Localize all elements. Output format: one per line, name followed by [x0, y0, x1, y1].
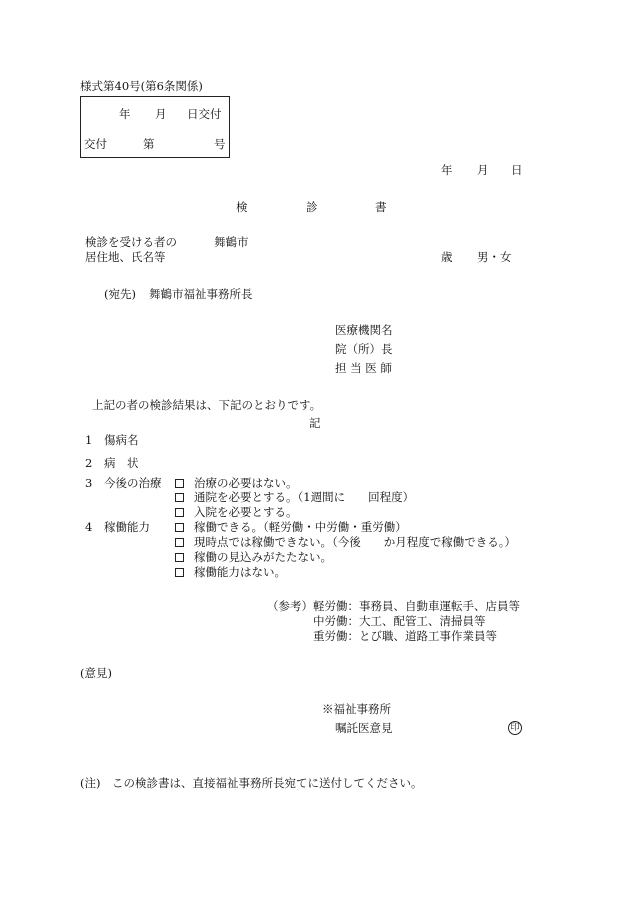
note: (注) この検診書は、直接福祉事務所長宛てに送付してください。: [80, 776, 423, 790]
office-line-1: ※福祉事務所: [322, 702, 391, 716]
item-2-label: 病 状: [104, 456, 139, 470]
title-char-1: 検: [236, 200, 248, 214]
institution-director-label: 院（所）長: [335, 342, 393, 356]
item-4-label: 稼働能力: [104, 520, 150, 534]
date-year: 年: [441, 163, 453, 177]
reference-heavy: 重労働：とび職、道路工事作業員等: [313, 629, 497, 643]
title-char-3: 書: [375, 200, 387, 214]
addressee-label: (宛先): [104, 287, 136, 301]
option-label: 稼働の見込みがたたない。: [194, 550, 332, 564]
item-3-label: 今後の治療: [104, 476, 162, 490]
subject-sex: 男・女: [477, 250, 512, 264]
item-2-number: 2: [85, 456, 93, 470]
date-month: 月: [477, 163, 489, 177]
checkbox[interactable]: [175, 508, 184, 517]
checkbox[interactable]: [175, 523, 184, 532]
option-label: 稼働能力はない。: [194, 565, 286, 579]
treatment-option-3[interactable]: [175, 507, 298, 519]
subject-age: 歳: [441, 250, 453, 264]
receipt-dai: 第: [143, 137, 155, 151]
receipt-day-issued: 日交付: [187, 107, 222, 121]
option-label: 治療の必要はない。: [194, 476, 298, 490]
checkbox[interactable]: [175, 553, 184, 562]
subject-label-2: 居住地、氏名等: [85, 250, 166, 264]
seal-mark: 印: [508, 721, 522, 735]
work-option-1[interactable]: [175, 522, 407, 534]
item-1-label: 傷病名: [104, 433, 139, 447]
addressee-name: 舞鶴市福祉事務所長: [149, 287, 253, 301]
checkbox[interactable]: [175, 479, 184, 488]
work-option-3[interactable]: [175, 552, 332, 564]
institution-doctor-label: 担 当 医 師: [335, 361, 392, 375]
checkbox[interactable]: [175, 493, 184, 502]
date-day: 日: [511, 163, 523, 177]
receipt-box: [80, 96, 230, 158]
item-4-number: 4: [85, 520, 93, 534]
option-label: 入院を必要とする。: [194, 505, 298, 519]
item-1-number: 1: [85, 433, 93, 447]
item-3-number: 3: [85, 476, 93, 490]
title-char-2: 診: [306, 200, 318, 214]
checkbox[interactable]: [175, 568, 184, 577]
receipt-issued: 交付: [84, 137, 107, 151]
option-label: 現時点では稼働できない。（今後 か月程度で稼働できる。）: [194, 535, 516, 549]
checkbox[interactable]: [175, 538, 184, 547]
reference-medium: 中労働：大工、配管工、清掃員等: [313, 614, 486, 628]
treatment-option-2[interactable]: [175, 492, 414, 504]
receipt-go: 号: [214, 137, 226, 151]
receipt-year: 年: [119, 107, 131, 121]
work-option-4[interactable]: [175, 567, 286, 579]
office-line-2: 嘱託医意見: [335, 721, 393, 735]
ki-heading: 記: [309, 416, 321, 430]
treatment-option-1[interactable]: [175, 478, 298, 490]
option-label: 稼働できる。（軽労働・中労働・重労働）: [194, 520, 407, 534]
institution-name-label: 医療機関名: [335, 323, 393, 337]
option-label: 通院を必要とする。（1週間に 回程度）: [194, 490, 415, 504]
subject-city: 舞鶴市: [214, 235, 249, 249]
form-number: 様式第40号(第6条関係): [80, 79, 203, 93]
receipt-month: 月: [155, 107, 167, 121]
opinion-label: (意見): [80, 666, 112, 680]
statement: 上記の者の検診結果は、下記のとおりです。: [92, 398, 322, 412]
reference-label: （参考）: [267, 599, 313, 613]
reference-light: 軽労働：事務員、自動車運転手、店員等: [313, 599, 520, 613]
subject-label-1: 検診を受ける者の: [85, 235, 177, 249]
work-option-2[interactable]: [175, 537, 516, 549]
